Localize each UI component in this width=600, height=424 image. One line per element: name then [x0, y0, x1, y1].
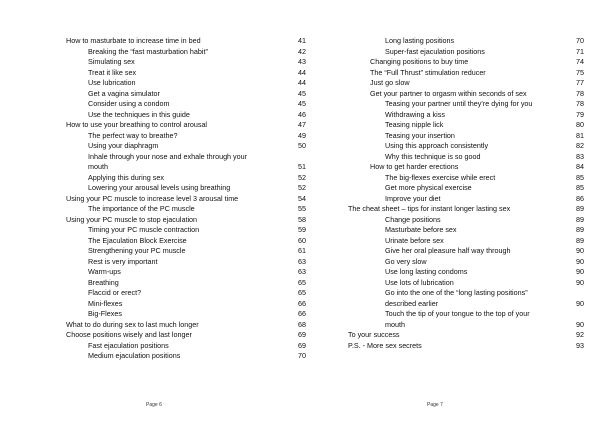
- toc-entry-title: Big-Flexes: [88, 309, 122, 319]
- toc-entry[interactable]: [66, 204, 306, 215]
- toc-entry-title: Give her oral pleasure half way through: [385, 246, 511, 256]
- toc-entry-title: Why this technique is so good: [385, 151, 481, 161]
- toc-entry-page-number: 70: [576, 36, 584, 45]
- toc-entry-page-number: 69: [298, 340, 306, 350]
- toc-entry-page-number: 42: [298, 46, 306, 56]
- toc-entry[interactable]: [348, 162, 584, 173]
- toc-entry-page-number: 54: [298, 193, 306, 203]
- toc-entry-page-number: 89: [576, 225, 584, 235]
- toc-entry-title: Teasing your insertion: [385, 130, 455, 140]
- toc-entry-page-number: 92: [576, 330, 584, 340]
- toc-entry-page-number: 93: [576, 340, 584, 350]
- toc-entry-title: Using your PC muscle to increase level 3 arousal time: [66, 193, 239, 203]
- toc-entry[interactable]: [348, 299, 584, 310]
- toc-entry[interactable]: [66, 110, 306, 121]
- toc-entry-title: Get more physical exercise: [385, 183, 472, 193]
- toc-entry-page-number: 89: [576, 214, 584, 224]
- toc-entry[interactable]: [348, 341, 584, 352]
- toc-entry[interactable]: [66, 351, 306, 362]
- page-footer-right: Page 7: [427, 402, 443, 408]
- toc-entry[interactable]: [348, 78, 584, 89]
- toc-entry-title: The “Full Thrust” stimulation reducer: [370, 67, 486, 77]
- toc-entry-page-number: 90: [576, 277, 584, 287]
- toc-entry-title: Inhale through your nose and exhale through your: [88, 151, 248, 161]
- toc-entry-page-number: 68: [298, 319, 306, 329]
- toc-entry-page-number: 81: [576, 130, 584, 140]
- toc-entry-title: Using your diaphragm: [88, 141, 159, 151]
- toc-entry-title: mouth: [385, 319, 405, 329]
- toc-entry-title: The Ejaculation Block Exercise: [88, 235, 187, 245]
- toc-entry-title: Fast ejaculation positions: [88, 340, 169, 350]
- toc-entry-title: Changing positions to buy time: [370, 57, 469, 67]
- toc-entry-title: How to get harder erections: [370, 162, 459, 172]
- toc-entry[interactable]: [66, 341, 306, 352]
- toc-entry[interactable]: [348, 215, 584, 226]
- right-page: [348, 36, 584, 351]
- toc-entry-page-number: 60: [298, 235, 306, 245]
- toc-entry-page-number: 80: [576, 120, 584, 130]
- toc-entry[interactable]: [66, 99, 306, 110]
- toc-entry[interactable]: [348, 57, 584, 68]
- toc-entry-page-number: 43: [298, 57, 306, 67]
- toc-entry[interactable]: [348, 194, 584, 205]
- toc-entry-title: Using your PC muscle to stop ejaculation: [66, 214, 198, 224]
- toc-entry[interactable]: [66, 299, 306, 310]
- toc-entry-page-number: 63: [298, 267, 306, 277]
- toc-entry[interactable]: [66, 57, 306, 68]
- toc-entry[interactable]: [348, 36, 584, 47]
- toc-entry-page-number: 82: [576, 141, 584, 151]
- toc-entry[interactable]: [348, 278, 584, 289]
- toc-entry-page-number: 65: [298, 277, 306, 287]
- toc-entry[interactable]: [348, 141, 584, 152]
- toc-entry-page-number: 51: [298, 162, 306, 172]
- left-page: [66, 36, 306, 362]
- toc-entry-page-number: 77: [576, 78, 584, 88]
- toc-entry-title: Breathing: [88, 277, 119, 287]
- toc-entry[interactable]: [348, 204, 584, 215]
- toc-list-right: [348, 36, 584, 351]
- toc-entry-page-number: 55: [298, 204, 306, 214]
- toc-entry[interactable]: [66, 141, 306, 152]
- toc-entry[interactable]: [348, 173, 584, 184]
- toc-entry-page-number: 74: [576, 57, 584, 67]
- toc-entry-title: Use the techniques in this guide: [88, 109, 190, 119]
- toc-entry-title: described earlier: [385, 298, 439, 308]
- toc-entry-page-number: 90: [576, 256, 584, 266]
- toc-entry[interactable]: [66, 236, 306, 247]
- toc-entry[interactable]: [348, 47, 584, 58]
- toc-entry[interactable]: [66, 173, 306, 184]
- toc-entry-title: Flaccid or erect?: [88, 288, 142, 298]
- toc-entry-page-number: 52: [298, 172, 306, 182]
- toc-entry-page-number: 61: [298, 246, 306, 256]
- toc-entry-title: How to use your breathing to control arousal: [66, 120, 208, 130]
- toc-entry[interactable]: [66, 225, 306, 236]
- toc-entry-page-number: 90: [576, 246, 584, 256]
- toc-entry[interactable]: [66, 320, 306, 331]
- toc-entry-page-number: 85: [576, 172, 584, 182]
- toc-entry-page-number: 45: [298, 99, 306, 109]
- toc-entry-page-number: 79: [576, 109, 584, 119]
- toc-entry[interactable]: [348, 89, 584, 100]
- toc-entry-page-number: 41: [298, 36, 306, 45]
- toc-entry-title: The big-flexes exercise while erect: [385, 172, 496, 182]
- toc-entry-page-number: 46: [298, 109, 306, 119]
- toc-entry[interactable]: [348, 320, 584, 331]
- toc-entry-title: Long lasting positions: [385, 36, 455, 45]
- toc-entry-title: Teasing nipple lick: [385, 120, 444, 130]
- toc-entry-title: Mini-flexes: [88, 298, 123, 308]
- toc-entry-page-number: 66: [298, 309, 306, 319]
- toc-entry-page-number: 90: [576, 298, 584, 308]
- toc-entry[interactable]: [66, 89, 306, 100]
- toc-entry[interactable]: [66, 78, 306, 89]
- toc-entry-title: Go very slow: [385, 256, 427, 266]
- toc-entry[interactable]: [348, 99, 584, 110]
- toc-entry-title: Choose positions wisely and last longer: [66, 330, 192, 340]
- toc-entry-title: Medium ejaculation positions: [88, 351, 181, 361]
- toc-entry-page-number: 90: [576, 267, 584, 277]
- toc-entry-title: Lowering your arousal levels using breathing: [88, 183, 231, 193]
- toc-entry-title: Teasing your partner until they’re dying for you: [385, 99, 533, 109]
- toc-entry[interactable]: [66, 246, 306, 257]
- toc-entry[interactable]: [348, 257, 584, 268]
- toc-entry-page-number: 49: [298, 130, 306, 140]
- toc-entry-title: Timing your PC muscle contraction: [88, 225, 200, 235]
- toc-entry-page-number: 85: [576, 183, 584, 193]
- toc-list-left: [66, 36, 306, 362]
- toc-entry[interactable]: [66, 152, 306, 163]
- toc-entry-title: Change positions: [385, 214, 441, 224]
- toc-entry-page-number: 90: [576, 319, 584, 329]
- toc-entry-page-number: 52: [298, 183, 306, 193]
- toc-entry[interactable]: [66, 68, 306, 79]
- toc-entry-page-number: 63: [298, 256, 306, 266]
- toc-entry-title: Consider using a condom: [88, 99, 170, 109]
- toc-entry-title: Strengthening your PC muscle: [88, 246, 186, 256]
- toc-entry[interactable]: [348, 120, 584, 131]
- toc-entry-page-number: 47: [298, 120, 306, 130]
- toc-entry-title: Get a vagina simulator: [88, 88, 160, 98]
- toc-entry-page-number: 70: [298, 351, 306, 361]
- toc-entry[interactable]: [348, 183, 584, 194]
- toc-entry-title: What to do during sex to last much longer: [66, 319, 199, 329]
- toc-entry[interactable]: [66, 215, 306, 226]
- toc-entry-title: Rest is very important: [88, 256, 158, 266]
- toc-entry-title: The perfect way to breathe?: [88, 130, 178, 140]
- toc-entry[interactable]: [348, 131, 584, 142]
- toc-entry-title: Urinate before sex: [385, 235, 444, 245]
- toc-entry[interactable]: [348, 110, 584, 121]
- toc-entry-page-number: 89: [576, 235, 584, 245]
- toc-entry[interactable]: [66, 36, 306, 47]
- toc-entry-title: The importance of the PC muscle: [88, 204, 195, 214]
- toc-entry-page-number: 83: [576, 151, 584, 161]
- toc-entry-title: Treat it like sex: [88, 67, 137, 77]
- toc-entry-page-number: 65: [298, 288, 306, 298]
- toc-entry-title: Just go slow: [370, 78, 410, 88]
- toc-entry-page-number: 66: [298, 298, 306, 308]
- toc-entry-page-number: 84: [576, 162, 584, 172]
- toc-entry-title: To your success: [348, 330, 400, 340]
- toc-entry[interactable]: [66, 131, 306, 142]
- toc-entry-page-number: 58: [298, 214, 306, 224]
- toc-entry[interactable]: [348, 68, 584, 79]
- toc-entry[interactable]: [66, 267, 306, 278]
- toc-entry-page-number: 75: [576, 67, 584, 77]
- toc-entry[interactable]: [66, 183, 306, 194]
- toc-entry-title: How to masturbate to increase time in bed: [66, 36, 201, 45]
- toc-entry-page-number: 50: [298, 141, 306, 151]
- toc-entry[interactable]: [348, 288, 584, 299]
- toc-entry-page-number: 45: [298, 88, 306, 98]
- toc-entry-page-number: 71: [576, 46, 584, 56]
- toc-entry-title: mouth: [88, 162, 108, 172]
- toc-entry-title: P.S. - More sex secrets: [348, 340, 422, 350]
- toc-entry[interactable]: [66, 330, 306, 341]
- toc-entry-title: Simulating sex: [88, 57, 135, 67]
- toc-entry-title: Use lots of lubrication: [385, 277, 454, 287]
- toc-entry-title: Get your partner to orgasm within seconds of sex: [370, 88, 527, 98]
- toc-entry-title: Touch the tip of your tongue to the top of your: [385, 309, 530, 319]
- toc-entry-title: Use lubrication: [88, 78, 136, 88]
- toc-entry-title: Withdrawing a kiss: [385, 109, 445, 119]
- toc-entry-title: Breaking the “fast masturbation habit”: [88, 46, 208, 56]
- toc-entry[interactable]: [348, 152, 584, 163]
- toc-entry-page-number: 78: [576, 99, 584, 109]
- toc-entry[interactable]: [348, 225, 584, 236]
- toc-entry[interactable]: [66, 257, 306, 268]
- toc-entry[interactable]: [66, 278, 306, 289]
- toc-entry-title: Applying this during sex: [88, 172, 164, 182]
- toc-entry-page-number: 78: [576, 88, 584, 98]
- toc-entry-page-number: 89: [576, 204, 584, 214]
- toc-entry[interactable]: [348, 309, 584, 320]
- toc-entry-page-number: 69: [298, 330, 306, 340]
- toc-entry[interactable]: [348, 330, 584, 341]
- toc-entry[interactable]: [348, 246, 584, 257]
- toc-entry-page-number: 44: [298, 67, 306, 77]
- toc-entry[interactable]: [66, 162, 306, 173]
- toc-entry[interactable]: [66, 120, 306, 131]
- toc-entry-title: Improve your diet: [385, 193, 441, 203]
- toc-entry-title: Warm-ups: [88, 267, 121, 277]
- toc-entry-page-number: 44: [298, 78, 306, 88]
- toc-entry[interactable]: [348, 236, 584, 247]
- toc-entry[interactable]: [66, 194, 306, 205]
- toc-entry-title: Masturbate before sex: [385, 225, 457, 235]
- toc-entry-title: Use long lasting condoms: [385, 267, 468, 277]
- toc-entry[interactable]: [66, 309, 306, 320]
- page-footer-left: Page 6: [146, 402, 162, 408]
- toc-entry-page-number: 86: [576, 193, 584, 203]
- toc-entry[interactable]: [66, 288, 306, 299]
- toc-entry-title: Using this approach consistently: [385, 141, 489, 151]
- toc-entry[interactable]: [66, 47, 306, 58]
- toc-entry-page-number: 59: [298, 225, 306, 235]
- toc-entry[interactable]: [348, 267, 584, 278]
- toc-entry-title: Super-fast ejaculation positions: [385, 46, 485, 56]
- toc-entry-title: The cheat sheet – tips for instant longer lasting sex: [348, 204, 511, 214]
- toc-entry-title: Go into the one of the “long lasting positions”: [385, 288, 528, 298]
